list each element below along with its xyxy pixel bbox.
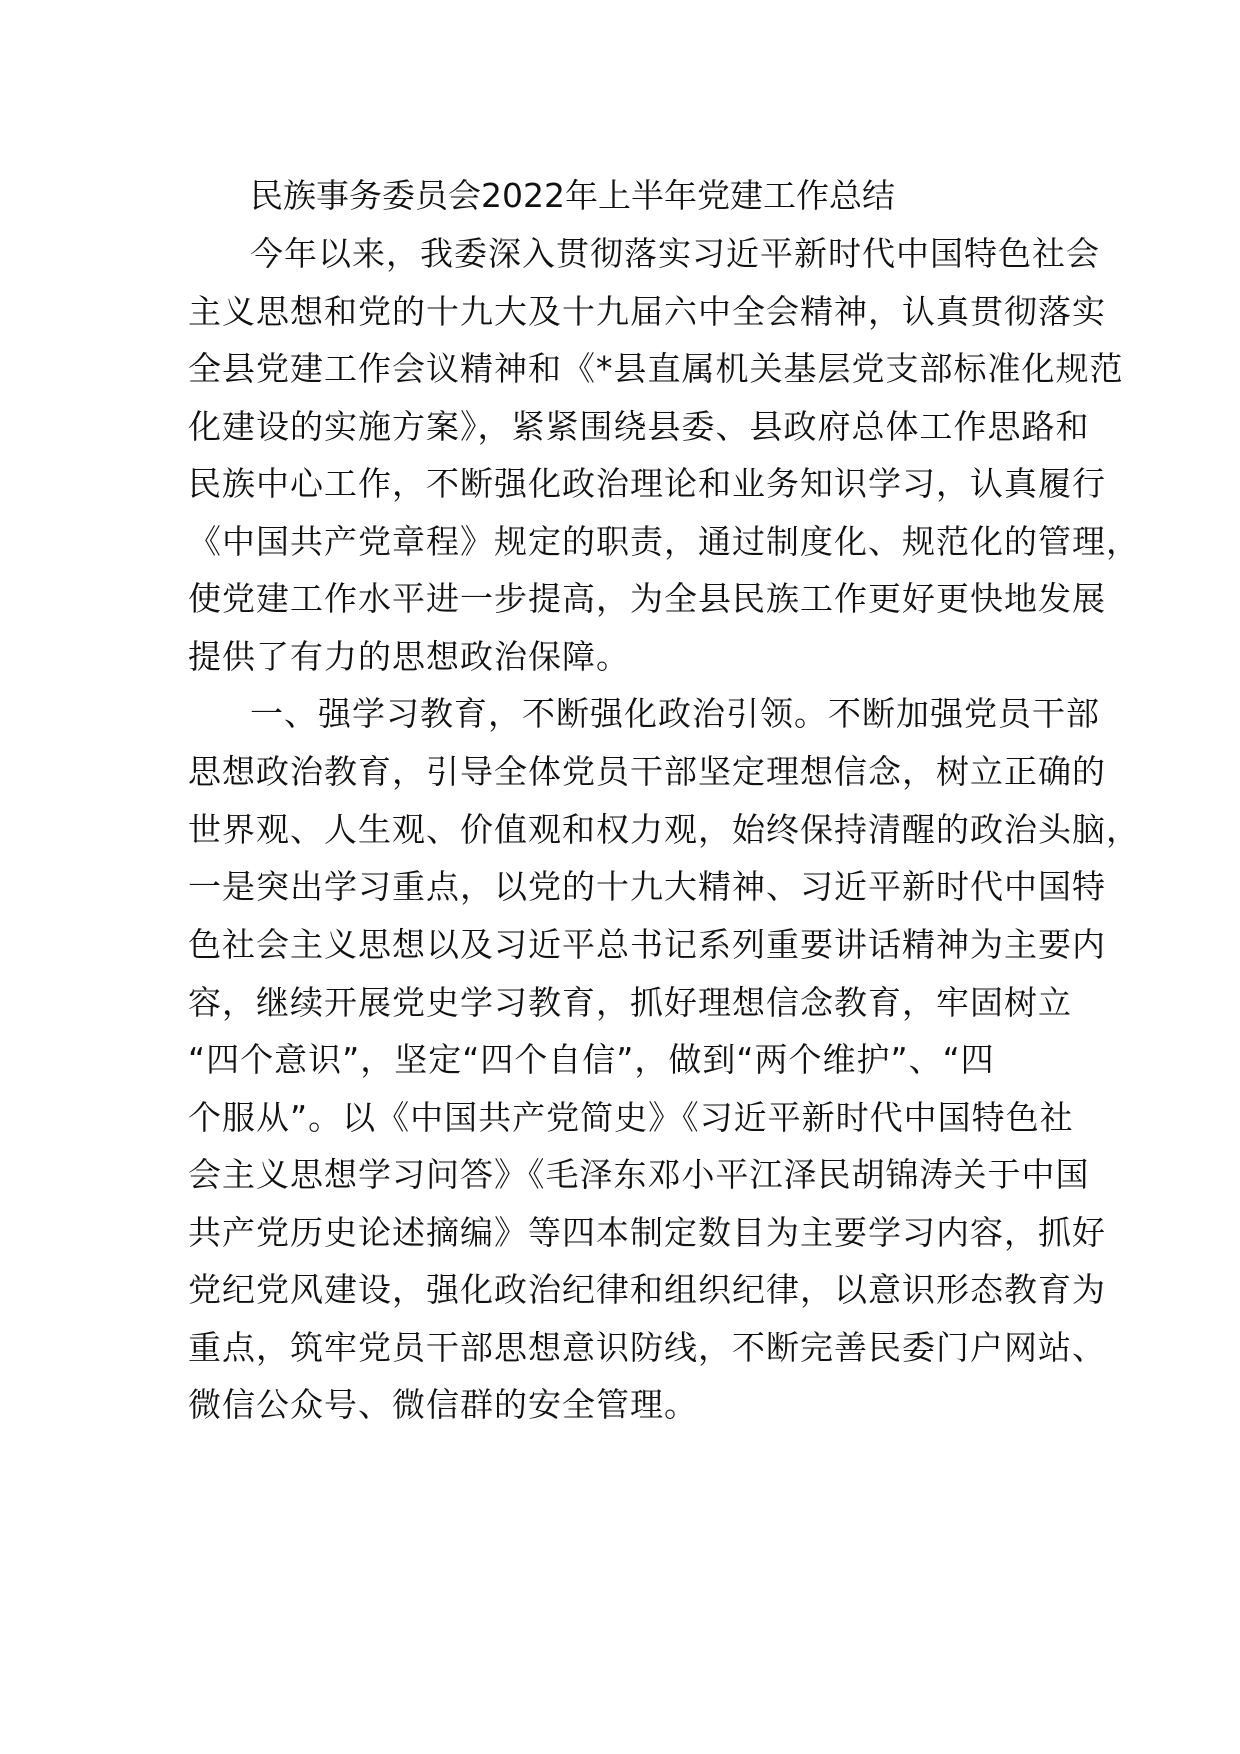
paragraph-1-line-8: 提供了有力的思想政治保障。 — [188, 637, 630, 676]
paragraph-2-line-6: 容，继续开展党史学习教育，抓好理想信念教育，牢固树立 — [188, 983, 1072, 1022]
paragraph-2-line-12: 重点，筑牢党员干部思想意识防线，不断完善民委门户网站、 — [188, 1328, 1106, 1367]
paragraph-1-line-5: 民族中心工作，不断强化政治理论和业务知识学习，认真履行 — [188, 464, 1106, 503]
paragraph-1-line-6: 《中国共产党章程》规定的职责，通过制度化、规范化的管理， — [188, 522, 1140, 561]
paragraph-1-line-4: 化建设的实施方案》，紧紧围绕县委、县政府总体工作思路和 — [188, 407, 1090, 446]
paragraph-1-line-7: 使党建工作水平进一步提高，为全县民族工作更好更快地发展 — [188, 579, 1106, 618]
paragraph-2-line-10: 共产党历史论述摘编》等四本制定数目为主要学习内容，抓好 — [188, 1213, 1106, 1252]
paragraph-2-line-8: 个服从”。以《中国共产党简史》《习近平新时代中国特色社 — [188, 1098, 1074, 1137]
paragraph-2-line-7: “四个意识”，坚定“四个自信”，做到“两个维护”、“四 — [188, 1040, 995, 1079]
paragraph-2-line-1: 一、强学习教育，不断强化政治引领。不断加强党员干部 — [250, 694, 1100, 733]
document-title: 民族事务委员会2022年上半年党建工作总结 — [250, 176, 895, 215]
paragraph-2-line-2: 思想政治教育，引导全体党员干部坚定理想信念，树立正确的 — [188, 752, 1106, 791]
paragraph-1-line-1: 今年以来，我委深入贯彻落实习近平新时代中国特色社会 — [250, 234, 1100, 273]
paragraph-1-line-3: 全县党建工作会议精神和《*县直属机关基层党支部标准化规范 — [188, 349, 1124, 388]
paragraph-2-line-9: 会主义思想学习问答》《毛泽东邓小平江泽民胡锦涛关于中国 — [188, 1155, 1090, 1194]
paragraph-2-line-3: 世界观、人生观、价值观和权力观，始终保持清醒的政治头脑， — [188, 810, 1140, 849]
paragraph-2-line-13: 微信公众号、微信群的安全管理。 — [188, 1385, 698, 1424]
paragraph-2-line-5: 色社会主义思想以及习近平总书记系列重要讲话精神为主要内 — [188, 925, 1106, 964]
paragraph-2-line-11: 党纪党风建设，强化政治纪律和组织纪律，以意识形态教育为 — [188, 1270, 1106, 1309]
paragraph-1-line-2: 主义思想和党的十九大及十九届六中全会精神，认真贯彻落实 — [188, 292, 1106, 331]
paragraph-2-line-4: 一是突出学习重点，以党的十九大精神、习近平新时代中国特 — [188, 867, 1106, 906]
